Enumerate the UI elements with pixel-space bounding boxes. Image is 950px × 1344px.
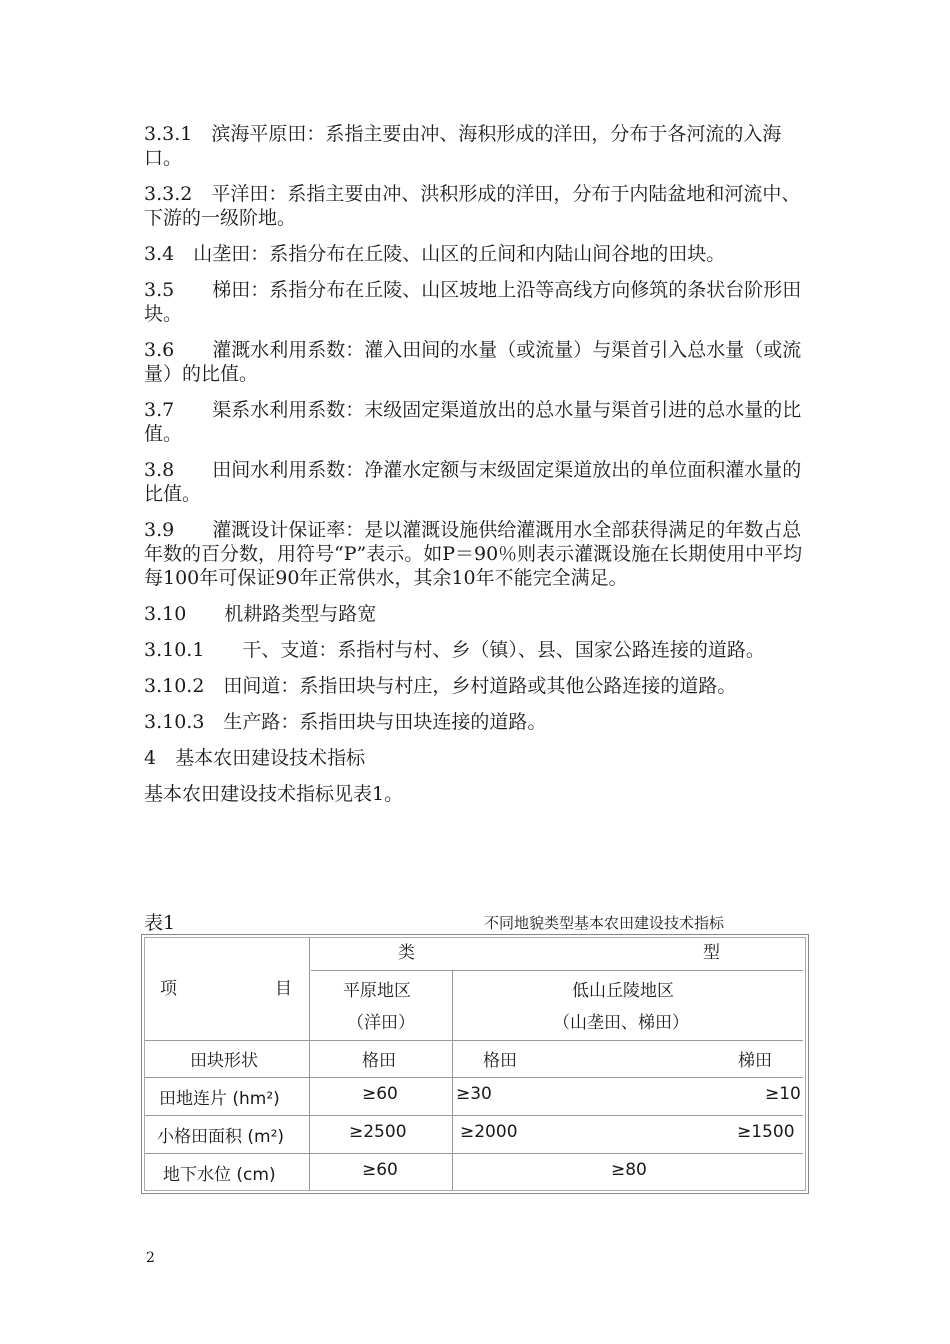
document-body bbox=[144, 122, 819, 818]
table-number: 表1 bbox=[144, 912, 176, 934]
cell-plain-field-shape: 格田 bbox=[362, 1051, 396, 1071]
cell-plain-plot-area: ≥2500 bbox=[349, 1122, 407, 1142]
cell-hill-groundwater: ≥80 bbox=[611, 1160, 647, 1180]
cell-hill-a-field-shape: 格田 bbox=[483, 1051, 517, 1071]
table-rule bbox=[145, 1040, 803, 1041]
paragraph-3-9: 3.9 灌溉设计保证率：是以灌溉设施供给灌溉用水全部获得满足的年数占总年数的百分数，用符号“P”表示。如P＝90％则表示灌溉设施在长期使用中平均每100年可保证90年正常供水，其余10年不能完全满足。 bbox=[144, 519, 803, 589]
row-label-groundwater: 地下水位 (cm) bbox=[163, 1165, 276, 1185]
table-rule bbox=[145, 1153, 803, 1154]
section-heading-4: 4 基本农田建设技术指标 bbox=[144, 747, 366, 769]
paragraph-3-5: 3.5 梯田：系指分布在丘陵、山区坡地上沿等高线方向修筑的条状台阶形田块。 bbox=[144, 279, 802, 325]
row-label-contiguous-area: 田地连片 (hm²) bbox=[159, 1089, 280, 1109]
header-item-left: 项 bbox=[160, 979, 177, 999]
cell-plain-groundwater: ≥60 bbox=[362, 1160, 398, 1180]
table-rule bbox=[309, 938, 310, 1190]
header-plain-area-sub: （洋田） bbox=[347, 1013, 415, 1033]
cell-hill-a-plot-area: ≥2000 bbox=[460, 1122, 518, 1142]
cell-hill-b-field-shape: 梯田 bbox=[738, 1051, 772, 1071]
cell-plain-contiguous-area: ≥60 bbox=[362, 1084, 398, 1104]
table-rule bbox=[311, 970, 803, 971]
paragraph-3-7: 3.7 渠系水利用系数：末级固定渠道放出的总水量与渠首引进的总水量的比值。 bbox=[144, 399, 802, 445]
header-hill-area: 低山丘陵地区 bbox=[572, 981, 674, 1001]
paragraph-3-4: 3.4 山垄田：系指分布在丘陵、山区的丘间和内陆山间谷地的田块。 bbox=[144, 243, 726, 265]
paragraph-3-3-2: 3.3.2 平洋田：系指主要由冲、洪积形成的洋田，分布于内陆盆地和河流中、下游的一级阶地。 bbox=[144, 183, 801, 229]
table-rule bbox=[452, 970, 453, 1190]
page-number: 2 bbox=[146, 1250, 155, 1266]
row-label-plot-area: 小格田面积 (m²) bbox=[157, 1127, 285, 1147]
indicator-table bbox=[141, 934, 809, 1194]
paragraph-3-6: 3.6 灌溉水利用系数：灌入田间的水量（或流量）与渠首引入总水量（或流量）的比值。 bbox=[144, 339, 802, 385]
paragraph-3-10-3: 3.10.3 生产路：系指田块与田块连接的道路。 bbox=[144, 711, 547, 733]
cell-hill-b-contiguous-area: ≥10 bbox=[765, 1084, 801, 1104]
cell-hill-a-contiguous-area: ≥30 bbox=[456, 1084, 492, 1104]
paragraph-3-3-1: 3.3.1 滨海平原田：系指主要由冲、海积形成的洋田，分布于各河流的入海口。 bbox=[144, 123, 782, 169]
table-rule bbox=[145, 1077, 803, 1078]
paragraph-3-10: 3.10 机耕路类型与路宽 bbox=[144, 603, 377, 625]
table-caption bbox=[144, 908, 809, 934]
table-rule bbox=[145, 1115, 803, 1116]
paragraph-3-10-1: 3.10.1 干、支道：系指村与村、乡（镇）、县、国家公路连接的道路。 bbox=[144, 639, 765, 661]
paragraph-table-reference: 基本农田建设技术指标见表1。 bbox=[144, 783, 404, 805]
paragraph-3-8: 3.8 田间水利用系数：净灌水定额与末级固定渠道放出的单位面积灌水量的比值。 bbox=[144, 459, 802, 505]
paragraph-3-10-2: 3.10.2 田间道：系指田块与村庄，乡村道路或其他公路连接的道路。 bbox=[144, 675, 737, 697]
cell-hill-b-plot-area: ≥1500 bbox=[737, 1122, 795, 1142]
header-type-left: 类 bbox=[398, 943, 415, 963]
header-hill-area-sub: （山垄田、梯田） bbox=[553, 1013, 689, 1033]
row-label-field-shape: 田块形状 bbox=[190, 1051, 258, 1071]
header-plain-area: 平原地区 bbox=[343, 981, 411, 1001]
header-type-right: 型 bbox=[703, 943, 720, 963]
table-title: 不同地貌类型基本农田建设技术指标 bbox=[484, 914, 725, 932]
header-item-right: 目 bbox=[275, 979, 292, 999]
